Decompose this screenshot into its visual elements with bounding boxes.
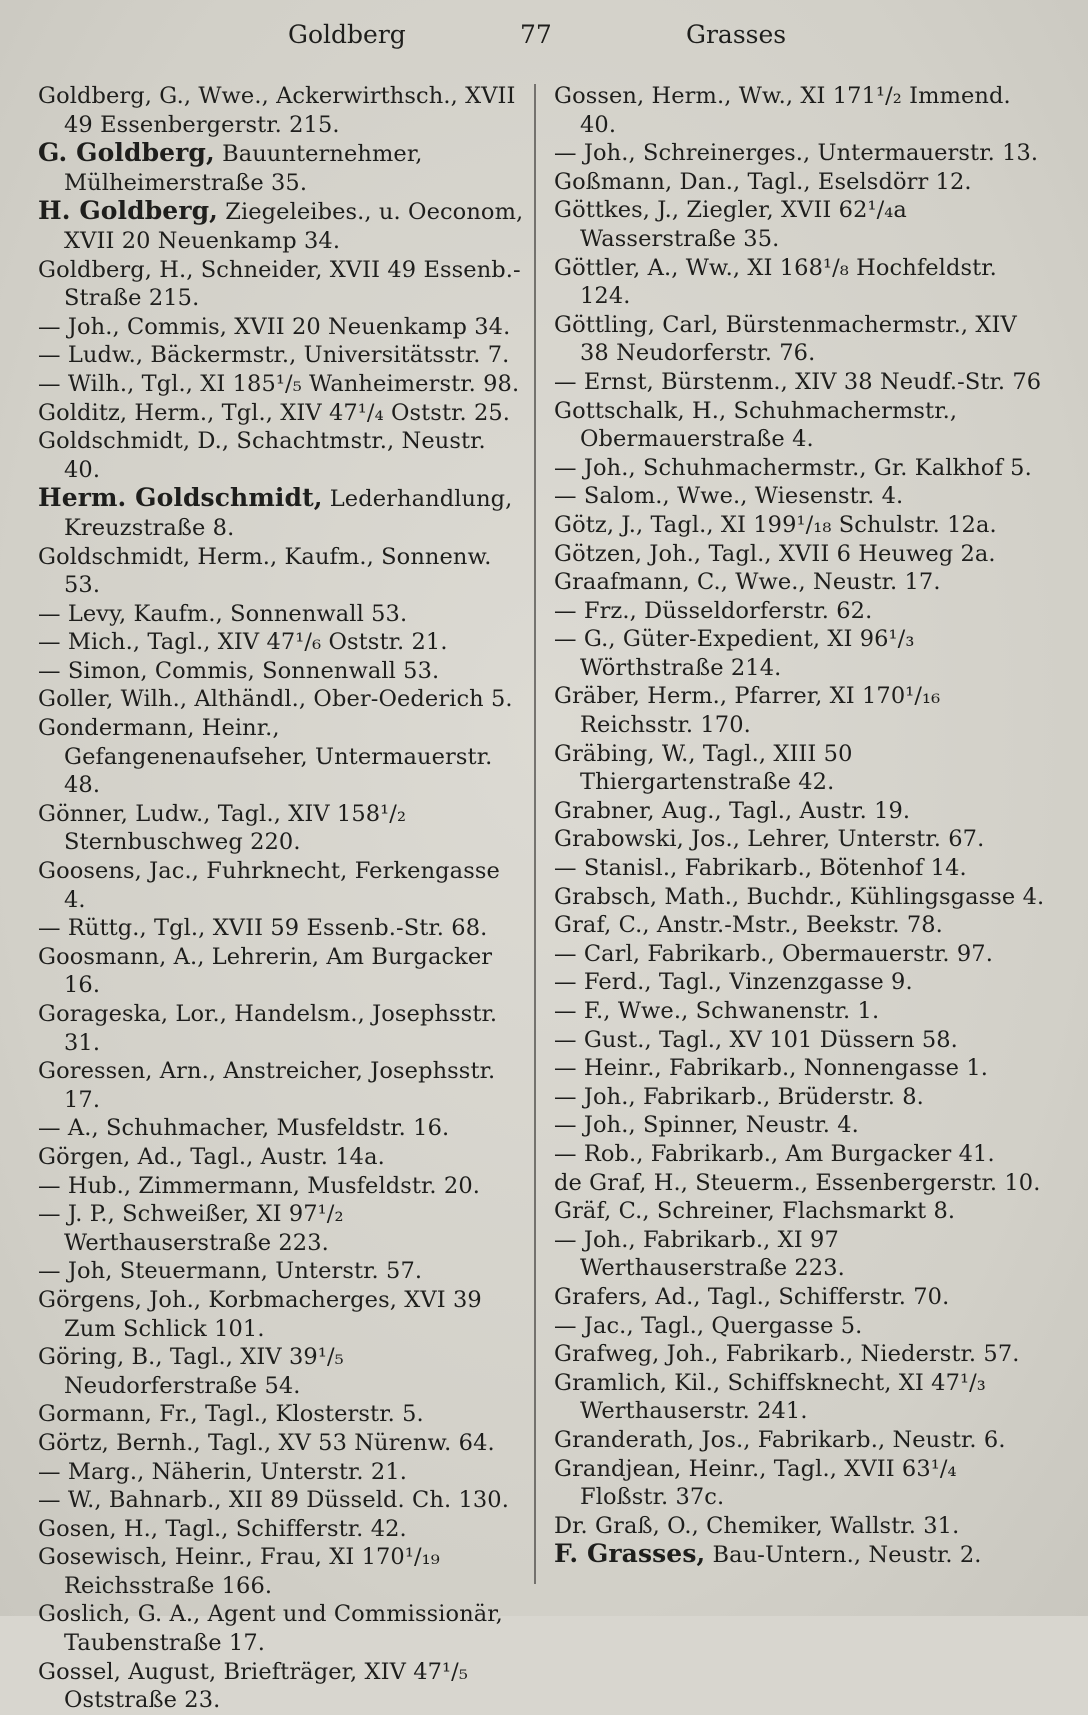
directory-entry	[554, 1026, 1050, 1055]
entry-text: Gräbing, W., Tagl., XIII 50 Thiergartenstraße 42.	[554, 740, 853, 796]
entry-text: — J. P., Schweißer, XI 97¹/₂ Werthauserstraße 223.	[38, 1201, 344, 1256]
entry-text: Goslich, G. A., Agent und Commissionär, Taubenstraße 17.	[38, 1601, 503, 1657]
entry-text: — Joh., Fabrikarb., Brüderstr. 8.	[554, 1083, 924, 1110]
directory-entry	[38, 1114, 524, 1143]
directory-entry	[38, 857, 524, 914]
directory-entry	[554, 1054, 1050, 1083]
directory-entry	[554, 1312, 1050, 1341]
entry-text: Goressen, Arn., Anstreicher, Josephsstr. 17.	[38, 1058, 496, 1113]
entry-text: — A., Schuhmacher, Musfeldstr. 16.	[38, 1115, 450, 1142]
entry-text: — Wilh., Tgl., XI 185¹/₅ Wanheimerstr. 98.	[38, 370, 520, 397]
directory-entry	[554, 368, 1050, 397]
entry-text: Göttkes, J., Ziegler, XVII 62¹/₄a Wasserstraße 35.	[554, 197, 907, 252]
directory-entry	[554, 454, 1050, 483]
entry-text: — Joh, Steuermann, Unterstr. 57.	[38, 1258, 423, 1285]
directory-entry	[554, 797, 1050, 826]
entry-text: — Joh., Commis, XVII 20 Neuenkamp 34.	[38, 313, 511, 340]
entry-text: — W., Bahnarb., XII 89 Düsseld. Ch. 130.	[38, 1487, 509, 1514]
entry-text: Grafweg, Joh., Fabrikarb., Niederstr. 57.	[554, 1341, 1020, 1368]
directory-entry	[38, 1658, 524, 1715]
directory-entry	[38, 82, 524, 139]
directory-entry	[38, 1486, 524, 1515]
entry-text: — Ferd., Tagl., Vinzenzgasse 9.	[554, 969, 913, 996]
entry-text: Gönner, Ludw., Tagl., XIV 158¹/₂ Sternbuschweg 220.	[38, 800, 407, 856]
directory-entry	[38, 427, 524, 484]
directory-entry	[554, 1455, 1050, 1512]
directory-entry	[554, 568, 1050, 597]
directory-entry	[38, 1286, 524, 1343]
entry-text: Göttler, A., Ww., XI 168¹/₈ Hochfeldstr. 124.	[554, 254, 997, 310]
directory-entry	[554, 597, 1050, 626]
entry-text: de Graf, H., Steuerm., Essenbergerstr. 10.	[554, 1169, 1041, 1196]
directory-entry	[38, 370, 524, 399]
entry-text: — Carl, Fabrikarb., Obermauerstr. 97.	[554, 940, 993, 967]
directory-entry	[554, 997, 1050, 1026]
entry-text: — Ernst, Bürstenm., XIV 38 Neudf.-Str. 76	[554, 368, 1042, 395]
entry-text: Grabowski, Jos., Lehrer, Unterstr. 67.	[554, 826, 985, 853]
directory-entry	[38, 914, 524, 943]
directory-entry	[38, 1000, 524, 1057]
directory-entry	[38, 628, 524, 657]
page-header	[0, 16, 1088, 56]
entry-text: — Rob., Fabrikarb., Am Burgacker 41.	[554, 1140, 995, 1167]
directory-entry	[554, 1540, 1050, 1570]
entry-text: — Rüttg., Tgl., XVII 59 Essenb.-Str. 68.	[38, 915, 488, 942]
directory-entry	[554, 196, 1050, 253]
directory-entry	[38, 543, 524, 600]
directory-entry	[554, 968, 1050, 997]
entry-text: Goldberg, G., Wwe., Ackerwirthsch., XVII 49 Essenbergerstr. 215.	[38, 83, 516, 138]
entry-text: — Joh., Spinner, Neustr. 4.	[554, 1112, 859, 1139]
entry-text: — Gust., Tagl., XV 101 Düssern 58.	[554, 1026, 958, 1053]
entry-name-bold: Herm. Goldschmidt,	[38, 483, 323, 513]
entry-text: Grabsch, Math., Buchdr., Kühlingsgasse 4.	[554, 883, 1045, 910]
entry-text: Gosewisch, Heinr., Frau, XI 170¹/₁₉ Reichsstraße 166.	[38, 1544, 440, 1599]
directory-entry	[38, 341, 524, 370]
directory-entry	[554, 1226, 1050, 1283]
entry-text: Gräf, C., Schreiner, Flachsmarkt 8.	[554, 1198, 956, 1225]
header-first-name: Goldberg	[288, 20, 406, 49]
entry-text: Gondermann, Heinr., Gefangenenaufseher, Untermauerstr. 48.	[38, 715, 493, 799]
directory-entry	[38, 1458, 524, 1487]
directory-entry	[38, 1400, 524, 1429]
directory-entry	[38, 1172, 524, 1201]
directory-entry	[554, 1111, 1050, 1140]
entry-text: Gosen, H., Tagl., Schifferstr. 42.	[38, 1515, 407, 1542]
directory-entry	[554, 511, 1050, 540]
directory-entry	[554, 168, 1050, 197]
entry-text: Görgen, Ad., Tagl., Austr. 14a.	[38, 1143, 385, 1170]
entry-text: — Salom., Wwe., Wiesenstr. 4.	[554, 483, 904, 510]
entry-text: Dr. Graß, O., Chemiker, Wallstr. 31.	[554, 1512, 960, 1539]
directory-entry	[38, 657, 524, 686]
entry-text: Golditz, Herm., Tgl., XIV 47¹/₄ Oststr. 25.	[38, 399, 511, 426]
entry-text: — Marg., Näherin, Unterstr. 21.	[38, 1458, 407, 1485]
directory-entry	[38, 1543, 524, 1600]
entry-text: Gorageska, Lor., Handelsm., Josephsstr. 31.	[38, 1001, 498, 1056]
directory-entry	[554, 311, 1050, 368]
directory-entry	[554, 1512, 1050, 1541]
entry-text: Görtz, Bernh., Tagl., XV 53 Nürenw. 64.	[38, 1429, 495, 1456]
entry-text: — Ludw., Bäckermstr., Universitätsstr. 7.	[38, 342, 510, 369]
directory-entry	[554, 1283, 1050, 1312]
directory-entry	[38, 197, 524, 255]
entry-text: Graafmann, C., Wwe., Neustr. 17.	[554, 569, 941, 596]
entry-name-bold: H. Goldberg,	[38, 196, 218, 226]
entry-name-bold: G. Goldberg,	[38, 138, 215, 168]
directory-entry	[554, 854, 1050, 883]
directory-entry	[554, 254, 1050, 311]
entry-text: — Joh., Schuhmachermstr., Gr. Kalkhof 5.	[554, 454, 1032, 481]
entry-text: Granderath, Jos., Fabrikarb., Neustr. 6.	[554, 1426, 1006, 1453]
entry-text: Goosmann, A., Lehrerin, Am Burgacker 16.	[38, 943, 493, 999]
directory-entry	[38, 399, 524, 428]
entry-text: Gräber, Herm., Pfarrer, XI 170¹/₁₆ Reichsstr. 170.	[554, 683, 941, 739]
entry-text: — Levy, Kaufm., Sonnenwall 53.	[38, 600, 408, 627]
directory-entry	[554, 1169, 1050, 1198]
directory-entry	[554, 883, 1050, 912]
entry-text: Götz, J., Tagl., XI 199¹/₁₈ Schulstr. 12a.	[554, 511, 997, 538]
directory-entry	[38, 1343, 524, 1400]
entry-text: Lederhandlung, Kreuzstraße 8.	[64, 486, 513, 541]
directory-entry	[38, 1057, 524, 1114]
entry-text: Gossen, Herm., Ww., XI 171¹/₂ Immend. 40.	[554, 83, 1011, 138]
entry-text: — G., Güter-Expedient, XI 96¹/₃ Wörthstraße 214.	[554, 626, 915, 681]
directory-entry	[38, 1200, 524, 1257]
left-column	[38, 82, 524, 1715]
entry-text: Goldschmidt, Herm., Kaufm., Sonnenw. 53.	[38, 543, 492, 599]
header-last-name: Grasses	[686, 20, 787, 49]
entry-text: — Joh., Schreinerges., Untermauerstr. 13.	[554, 140, 1039, 167]
directory-entry	[554, 825, 1050, 854]
directory-entry	[554, 625, 1050, 682]
directory-entry	[38, 139, 524, 197]
entry-text: Goldschmidt, D., Schachtmstr., Neustr. 40.	[38, 428, 486, 483]
directory-entry	[38, 600, 524, 629]
entry-text: Gossel, August, Briefträger, XIV 47¹/₅ Oststraße 23.	[38, 1658, 468, 1714]
entry-text: — F., Wwe., Schwanenstr. 1.	[554, 998, 880, 1024]
entry-text: — Stanisl., Fabrikarb., Bötenhof 14.	[554, 855, 967, 882]
page-number: 77	[520, 20, 552, 49]
column-divider	[534, 84, 536, 1584]
directory-entry	[554, 1140, 1050, 1169]
directory-entry	[38, 714, 524, 800]
directory-entry	[554, 740, 1050, 797]
entry-text: Göttling, Carl, Bürstenmachermstr., XIV 38 Neudorferstr. 76.	[554, 311, 1017, 367]
entry-text: — Simon, Commis, Sonnenwall 53.	[38, 657, 440, 684]
entry-text: Grabner, Aug., Tagl., Austr. 19.	[554, 797, 911, 824]
entry-text: Goosens, Jac., Fuhrknecht, Ferkengasse 4.	[38, 858, 500, 913]
entry-text: Ziegeleibes., u. Oeconom, XVII 20 Neuenkamp 34.	[64, 199, 524, 254]
directory-entry	[38, 1600, 524, 1657]
directory-entry	[554, 1369, 1050, 1426]
directory-entry	[38, 256, 524, 313]
entry-text: — Frz., Düsseldorferstr. 62.	[554, 597, 873, 624]
directory-entry	[554, 540, 1050, 569]
directory-entry	[554, 1426, 1050, 1455]
directory-entry	[554, 139, 1050, 168]
directory-entry	[38, 800, 524, 857]
entry-text: Grafers, Ad., Tagl., Schifferstr. 70.	[554, 1283, 950, 1310]
directory-entry	[38, 943, 524, 1000]
entry-name-bold: F. Grasses,	[554, 1539, 706, 1569]
entry-text: Götzen, Joh., Tagl., XVII 6 Heuweg 2a.	[554, 540, 996, 567]
entry-text: — Hub., Zimmermann, Musfeldstr. 20.	[38, 1172, 481, 1199]
directory-entry	[38, 1143, 524, 1172]
entry-text: Goßmann, Dan., Tagl., Eselsdörr 12.	[554, 168, 972, 195]
entry-text: Goldberg, H., Schneider, XVII 49 Essenb.-Straße 215.	[38, 256, 521, 312]
entry-text: — Jac., Tagl., Quergasse 5.	[554, 1312, 863, 1339]
directory-entry	[38, 313, 524, 342]
entry-text: Gormann, Fr., Tagl., Klosterstr. 5.	[38, 1401, 424, 1428]
directory-entry	[554, 397, 1050, 454]
directory-entry	[554, 1197, 1050, 1226]
directory-entry	[554, 482, 1050, 511]
entry-text: Goller, Wilh., Althändl., Ober-Oederich 5.	[38, 686, 513, 713]
directory-entry	[554, 940, 1050, 969]
directory-entry	[38, 685, 524, 714]
entry-text: Göring, B., Tagl., XIV 39¹/₅ Neudorferstraße 54.	[38, 1344, 344, 1399]
entry-text: Grandjean, Heinr., Tagl., XVII 63¹/₄ Floßstr. 37c.	[554, 1455, 957, 1511]
directory-entry	[38, 1257, 524, 1286]
directory-entry	[38, 484, 524, 542]
directory-entry	[554, 682, 1050, 739]
entry-text: Bauunternehmer, Mülheimerstraße 35.	[64, 141, 423, 196]
entry-text: Graf, C., Anstr.-Mstr., Beekstr. 78.	[554, 912, 943, 939]
directory-entry	[38, 1515, 524, 1544]
right-column	[554, 82, 1050, 1570]
directory-entry	[554, 1083, 1050, 1112]
entry-text: Gottschalk, H., Schuhmachermstr., Obermauerstraße 4.	[554, 397, 958, 453]
entry-text: Görgens, Joh., Korbmacherges, XVI 39 Zum Schlick 101.	[38, 1286, 482, 1342]
directory-entry	[38, 1429, 524, 1458]
directory-entry	[554, 911, 1050, 940]
entry-text: — Joh., Fabrikarb., XI 97 Werthauserstraße 223.	[554, 1226, 845, 1282]
directory-entry	[554, 1340, 1050, 1369]
entry-text: — Mich., Tagl., XIV 47¹/₆ Oststr. 21.	[38, 629, 448, 656]
directory-entry	[554, 82, 1050, 139]
entry-text: — Heinr., Fabrikarb., Nonnengasse 1.	[554, 1055, 989, 1082]
entry-text: Gramlich, Kil., Schiffsknecht, XI 47¹/₃ Werthauserstr. 241.	[554, 1369, 986, 1425]
entry-text: Bau-Untern., Neustr. 2.	[705, 1542, 982, 1569]
